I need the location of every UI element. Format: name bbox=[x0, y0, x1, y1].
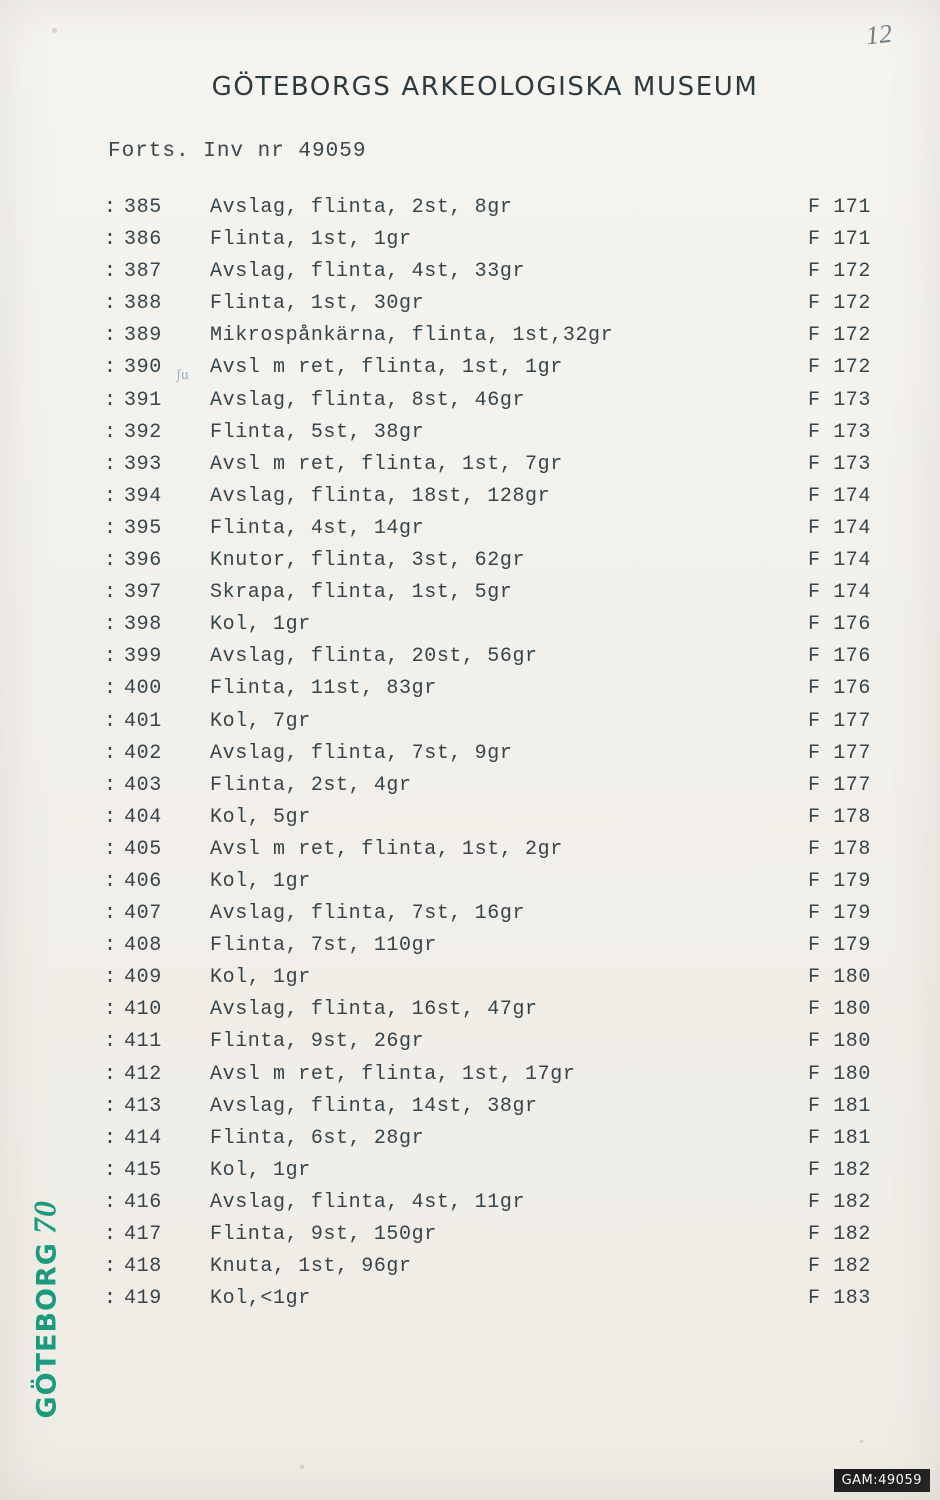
entry-row bbox=[104, 421, 918, 453]
entry-description: Avslag, flinta, 4st, 33gr bbox=[210, 260, 526, 284]
entry-find-number: F 179 bbox=[808, 934, 872, 958]
entry-colon: : bbox=[104, 934, 117, 958]
entry-description: Flinta, 11st, 83gr bbox=[210, 677, 437, 701]
entry-description: Avslag, flinta, 20st, 56gr bbox=[210, 645, 538, 669]
entry-description: Flinta, 1st, 30gr bbox=[210, 292, 425, 316]
entry-row bbox=[104, 1030, 918, 1062]
entry-colon: : bbox=[104, 260, 117, 284]
entry-find-number: F 177 bbox=[808, 773, 872, 797]
entry-colon: : bbox=[104, 998, 117, 1022]
entry-number: 414 bbox=[124, 1126, 162, 1150]
entry-number: 386 bbox=[124, 228, 162, 252]
entry-find-number: F 182 bbox=[808, 1255, 872, 1279]
entry-description: Kol, 1gr bbox=[210, 869, 311, 893]
entry-colon: : bbox=[104, 677, 117, 701]
entry-number: 411 bbox=[124, 1030, 162, 1054]
entry-description: Flinta, 2st, 4gr bbox=[210, 773, 412, 797]
entry-colon: : bbox=[104, 1223, 117, 1246]
stamp-text bbox=[27, 1189, 64, 1419]
entry-description: Avsl m ret, flinta, 1st, 1gr bbox=[210, 356, 563, 380]
entry-row bbox=[104, 645, 918, 677]
entry-description: Flinta, 9st, 26gr bbox=[210, 1030, 425, 1054]
entry-row bbox=[104, 485, 918, 517]
entry-row bbox=[104, 549, 918, 581]
entry-find-number: F 183 bbox=[808, 1287, 872, 1311]
entry-find-number: F 174 bbox=[808, 516, 872, 540]
entry-number: 385 bbox=[124, 196, 162, 219]
entry-row bbox=[104, 1223, 918, 1255]
entry-find-number: F 177 bbox=[808, 709, 872, 733]
entry-find-number: F 180 bbox=[808, 1062, 872, 1086]
entry-description: Kol, 5gr bbox=[210, 805, 311, 829]
archive-id-badge: GAM:49059 bbox=[834, 1469, 930, 1492]
entry-row bbox=[104, 228, 918, 260]
entry-number: 417 bbox=[124, 1223, 162, 1246]
paper-speck bbox=[860, 1440, 863, 1443]
entry-colon: : bbox=[104, 869, 117, 893]
entry-row bbox=[104, 677, 918, 709]
entry-number: 404 bbox=[124, 805, 162, 829]
entry-row bbox=[104, 934, 918, 966]
entry-find-number: F 180 bbox=[808, 966, 872, 990]
entry-description: Knuta, 1st, 96gr bbox=[210, 1255, 412, 1279]
ink-smudge: ʃu bbox=[176, 367, 189, 383]
entry-row bbox=[104, 613, 918, 645]
entry-colon: : bbox=[104, 452, 117, 476]
entry-description: Skrapa, flinta, 1st, 5gr bbox=[210, 581, 513, 605]
stamp-year: 70 bbox=[26, 1200, 63, 1235]
entry-number: 413 bbox=[124, 1094, 162, 1118]
entry-row bbox=[104, 870, 918, 902]
entry-colon: : bbox=[104, 420, 117, 444]
entry-number: 406 bbox=[124, 869, 162, 893]
entry-colon: : bbox=[104, 773, 117, 797]
inventory-subtitle: Forts. Inv nr 49059 bbox=[108, 140, 367, 163]
entry-colon: : bbox=[104, 837, 117, 861]
entry-find-number: F 171 bbox=[808, 228, 872, 252]
entry-description: Flinta, 1st, 1gr bbox=[210, 228, 412, 252]
entry-description: Kol, 7gr bbox=[210, 709, 311, 733]
entry-find-number: F 176 bbox=[808, 645, 872, 669]
entry-colon: : bbox=[104, 709, 117, 733]
entry-find-number: F 182 bbox=[808, 1158, 872, 1182]
entry-number: 388 bbox=[124, 292, 162, 316]
entry-find-number: F 171 bbox=[808, 196, 872, 219]
entry-colon: : bbox=[104, 902, 117, 926]
entry-description: Mikrospånkärna, flinta, 1st,32gr bbox=[210, 324, 614, 348]
entry-number: 398 bbox=[124, 613, 162, 637]
entry-description: Avslag, flinta, 16st, 47gr bbox=[210, 998, 538, 1022]
entry-description: Flinta, 5st, 38gr bbox=[210, 420, 425, 444]
entry-find-number: F 172 bbox=[808, 292, 872, 316]
entry-description: Avsl m ret, flinta, 1st, 7gr bbox=[210, 452, 563, 476]
entry-number: 391 bbox=[124, 388, 162, 412]
entry-description: Flinta, 4st, 14gr bbox=[210, 516, 425, 540]
entry-number: 390 bbox=[124, 356, 162, 380]
entry-colon: : bbox=[104, 228, 117, 252]
entry-find-number: F 174 bbox=[808, 484, 872, 508]
entry-description: Kol,<1gr bbox=[210, 1287, 311, 1311]
entry-find-number: F 174 bbox=[808, 581, 872, 605]
entry-number: 403 bbox=[124, 773, 162, 797]
entry-find-number: F 181 bbox=[808, 1094, 872, 1118]
entry-find-number: F 179 bbox=[808, 869, 872, 893]
entry-row bbox=[104, 838, 918, 870]
entry-colon: : bbox=[104, 1190, 117, 1214]
entry-find-number: F 174 bbox=[808, 549, 872, 573]
entry-colon: : bbox=[104, 484, 117, 508]
entry-colon: : bbox=[104, 613, 117, 637]
entry-colon: : bbox=[104, 581, 117, 605]
entry-number: 412 bbox=[124, 1062, 162, 1086]
entry-find-number: F 173 bbox=[808, 388, 872, 412]
entry-number: 400 bbox=[124, 677, 162, 701]
entry-colon: : bbox=[104, 1062, 117, 1086]
entry-description: Kol, 1gr bbox=[210, 966, 311, 990]
entry-colon: : bbox=[104, 741, 117, 765]
entry-number: 394 bbox=[124, 484, 162, 508]
entry-colon: : bbox=[104, 1126, 117, 1150]
entry-colon: : bbox=[104, 324, 117, 348]
entry-row bbox=[104, 356, 918, 388]
entry-description: Flinta, 6st, 28gr bbox=[210, 1126, 425, 1150]
entry-row bbox=[104, 292, 918, 324]
entry-row bbox=[104, 902, 918, 934]
entry-find-number: F 178 bbox=[808, 805, 872, 829]
entry-number: 392 bbox=[124, 420, 162, 444]
entry-find-number: F 177 bbox=[808, 741, 872, 765]
entry-find-number: F 181 bbox=[808, 1126, 872, 1150]
entry-number: 415 bbox=[124, 1158, 162, 1182]
entry-row bbox=[104, 742, 918, 774]
entry-row bbox=[104, 453, 918, 485]
entry-find-number: F 173 bbox=[808, 452, 872, 476]
entry-list bbox=[104, 196, 918, 1319]
entry-row bbox=[104, 260, 918, 292]
entry-colon: : bbox=[104, 1094, 117, 1118]
entry-number: 387 bbox=[124, 260, 162, 284]
entry-description: Avslag, flinta, 7st, 9gr bbox=[210, 741, 513, 765]
entry-row bbox=[104, 774, 918, 806]
entry-colon: : bbox=[104, 1255, 117, 1279]
entry-row bbox=[104, 581, 918, 613]
entry-row bbox=[104, 966, 918, 998]
entry-colon: : bbox=[104, 1287, 117, 1311]
entry-description: Avsl m ret, flinta, 1st, 2gr bbox=[210, 837, 563, 861]
entry-colon: : bbox=[104, 516, 117, 540]
entry-number: 395 bbox=[124, 516, 162, 540]
entry-find-number: F 180 bbox=[808, 1030, 872, 1054]
entry-number: 410 bbox=[124, 998, 162, 1022]
entry-find-number: F 172 bbox=[808, 356, 872, 380]
entry-number: 402 bbox=[124, 741, 162, 765]
entry-find-number: F 172 bbox=[808, 260, 872, 284]
entry-find-number: F 176 bbox=[808, 613, 872, 637]
entry-description: Avslag, flinta, 4st, 11gr bbox=[210, 1190, 526, 1214]
entry-number: 408 bbox=[124, 934, 162, 958]
entry-number: 416 bbox=[124, 1190, 162, 1214]
entry-description: Kol, 1gr bbox=[210, 1158, 311, 1182]
entry-colon: : bbox=[104, 966, 117, 990]
entry-description: Knutor, flinta, 3st, 62gr bbox=[210, 549, 526, 573]
entry-colon: : bbox=[104, 388, 117, 412]
entry-number: 389 bbox=[124, 324, 162, 348]
entry-number: 405 bbox=[124, 837, 162, 861]
entry-number: 418 bbox=[124, 1255, 162, 1279]
entry-row bbox=[104, 1095, 918, 1127]
entry-colon: : bbox=[104, 292, 117, 316]
entry-row bbox=[104, 1191, 918, 1223]
entry-row bbox=[104, 324, 918, 356]
entry-number: 401 bbox=[124, 709, 162, 733]
entry-description: Avslag, flinta, 8st, 46gr bbox=[210, 388, 526, 412]
entry-row bbox=[104, 389, 918, 421]
entry-description: Avslag, flinta, 2st, 8gr bbox=[210, 196, 513, 219]
entry-number: 407 bbox=[124, 902, 162, 926]
stamp-city: GÖTEBORG bbox=[31, 1242, 63, 1419]
entry-colon: : bbox=[104, 645, 117, 669]
entry-number: 397 bbox=[124, 581, 162, 605]
entry-colon: : bbox=[104, 196, 117, 219]
entry-colon: : bbox=[104, 356, 117, 380]
entry-find-number: F 180 bbox=[808, 998, 872, 1022]
entry-description: Avslag, flinta, 18st, 128gr bbox=[210, 484, 551, 508]
entry-number: 393 bbox=[124, 452, 162, 476]
entry-row bbox=[104, 517, 918, 549]
entry-find-number: F 176 bbox=[808, 677, 872, 701]
museum-stamp bbox=[22, 1150, 63, 1419]
entry-description: Avsl m ret, flinta, 1st, 17gr bbox=[210, 1062, 576, 1086]
entry-row bbox=[104, 1287, 918, 1319]
entry-description: Flinta, 9st, 150gr bbox=[210, 1223, 437, 1246]
entry-row bbox=[104, 1063, 918, 1095]
entry-description: Avslag, flinta, 7st, 16gr bbox=[210, 902, 526, 926]
entry-row bbox=[104, 1255, 918, 1287]
entry-colon: : bbox=[104, 1030, 117, 1054]
entry-row bbox=[104, 1127, 918, 1159]
entry-find-number: F 172 bbox=[808, 324, 872, 348]
entry-description: Flinta, 7st, 110gr bbox=[210, 934, 437, 958]
entry-number: 399 bbox=[124, 645, 162, 669]
page-number: 12 bbox=[864, 18, 894, 51]
entry-number: 396 bbox=[124, 549, 162, 573]
paper-speck bbox=[52, 28, 57, 33]
entry-find-number: F 182 bbox=[808, 1190, 872, 1214]
entry-colon: : bbox=[104, 805, 117, 829]
entry-find-number: F 179 bbox=[808, 902, 872, 926]
entry-description: Kol, 1gr bbox=[210, 613, 311, 637]
entry-row bbox=[104, 806, 918, 838]
entry-find-number: F 178 bbox=[808, 837, 872, 861]
entry-row bbox=[104, 998, 918, 1030]
entry-number: 409 bbox=[124, 966, 162, 990]
entry-description: Avslag, flinta, 14st, 38gr bbox=[210, 1094, 538, 1118]
entry-find-number: F 173 bbox=[808, 420, 872, 444]
entry-colon: : bbox=[104, 549, 117, 573]
entry-find-number: F 182 bbox=[808, 1223, 872, 1246]
entry-row bbox=[104, 196, 918, 228]
entry-number: 419 bbox=[124, 1287, 162, 1311]
entry-row bbox=[104, 1159, 918, 1191]
entry-row bbox=[104, 710, 918, 742]
page-title: GÖTEBORGS ARKEOLOGISKA MUSEUM bbox=[211, 72, 759, 102]
entry-colon: : bbox=[104, 1158, 117, 1182]
paper-speck bbox=[300, 1465, 304, 1469]
